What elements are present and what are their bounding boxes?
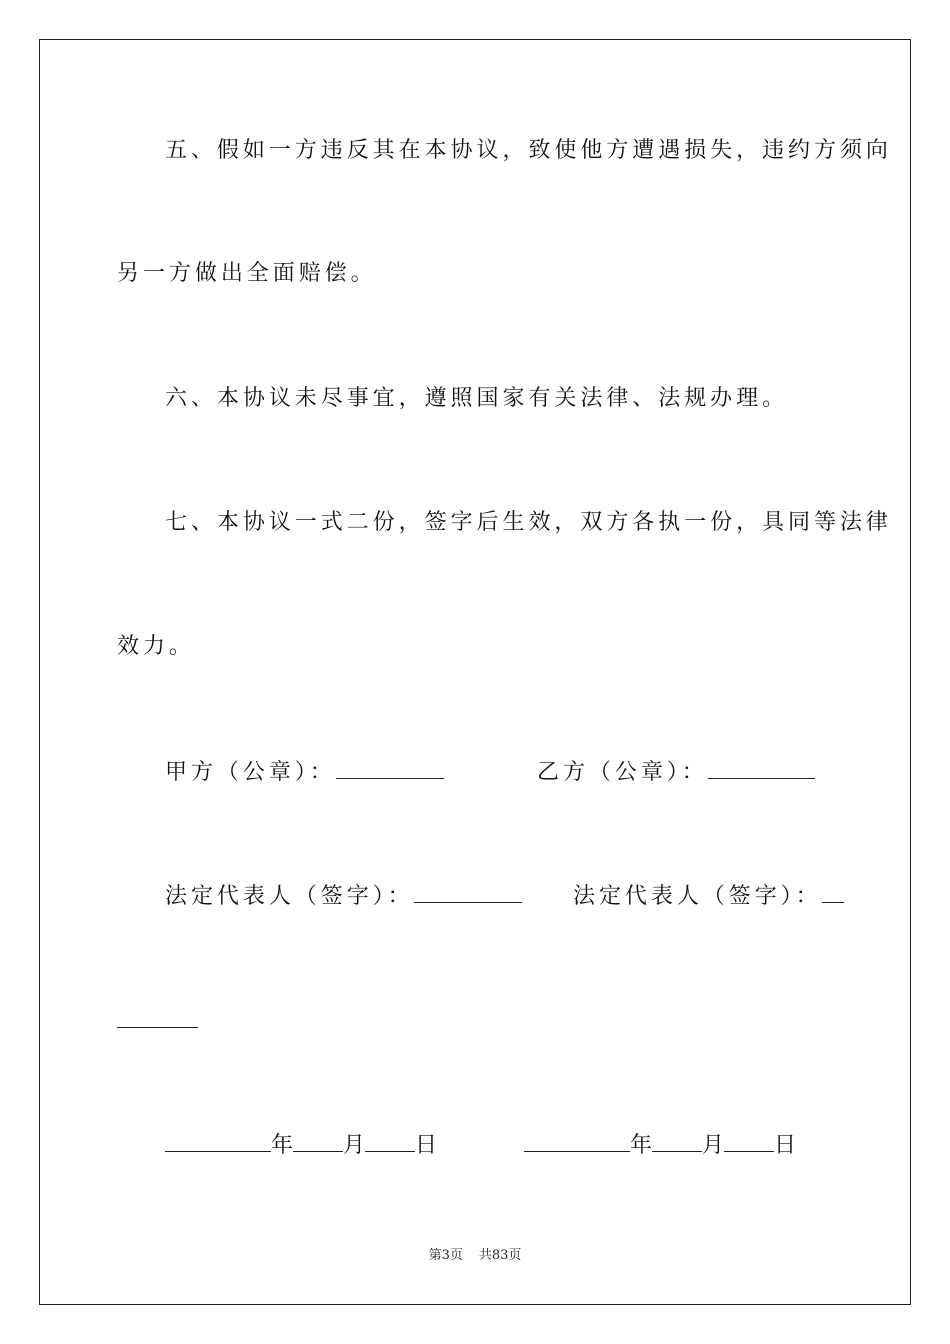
clause-five-line1: 五、假如一方违反其在本协议，致使他方遭遇损失，违约方须向 (165, 138, 892, 163)
date-b-month-blank (652, 1131, 702, 1152)
party-a-seal-label: 甲方（公章）： (165, 760, 336, 785)
date-a-month-blank (293, 1131, 343, 1152)
party-a-seal-blank (336, 758, 444, 779)
date-b-day-blank (724, 1131, 774, 1152)
date-a-month: 月 (343, 1133, 366, 1158)
party-b-seal (537, 758, 815, 788)
date-a (165, 1131, 437, 1161)
rep-b-signature (573, 882, 844, 912)
clause-seven-line1: 七、本协议一式二份，签字后生效，双方各执一份，具同等法律 (165, 510, 892, 535)
party-b-seal-label: 乙方（公章）： (537, 760, 708, 785)
date-a-day-blank (365, 1131, 415, 1152)
page-footer (0, 1244, 950, 1263)
clause-five-line2: 另一方做出全面赔偿。 (117, 261, 377, 286)
page-number: 第3页 (428, 1248, 463, 1263)
party-a-seal (165, 758, 444, 788)
date-b-year: 年 (630, 1133, 653, 1158)
date-a-day: 日 (415, 1133, 438, 1158)
rep-b-label: 法定代表人（签字）： (573, 884, 822, 909)
clause-six: 六、本协议未尽事宜，遵照国家有关法律、法规办理。 (165, 386, 789, 411)
rep-a-blank (414, 882, 522, 903)
date-b-day: 日 (774, 1133, 797, 1158)
rep-b-blank-end (117, 1007, 198, 1028)
date-a-year-blank (165, 1131, 271, 1152)
date-a-year: 年 (271, 1133, 294, 1158)
rep-a-label: 法定代表人（签字）： (165, 884, 414, 909)
rep-a-signature (165, 882, 522, 912)
clause-seven-line2: 效力。 (117, 634, 195, 659)
page-total: 共83页 (478, 1248, 522, 1263)
page-border (39, 39, 911, 1305)
date-b (524, 1131, 796, 1161)
party-b-seal-blank (708, 758, 815, 779)
rep-b-blank-continued (117, 1007, 198, 1037)
rep-b-blank-start (822, 882, 844, 903)
date-b-year-blank (524, 1131, 630, 1152)
date-b-month: 月 (702, 1133, 725, 1158)
